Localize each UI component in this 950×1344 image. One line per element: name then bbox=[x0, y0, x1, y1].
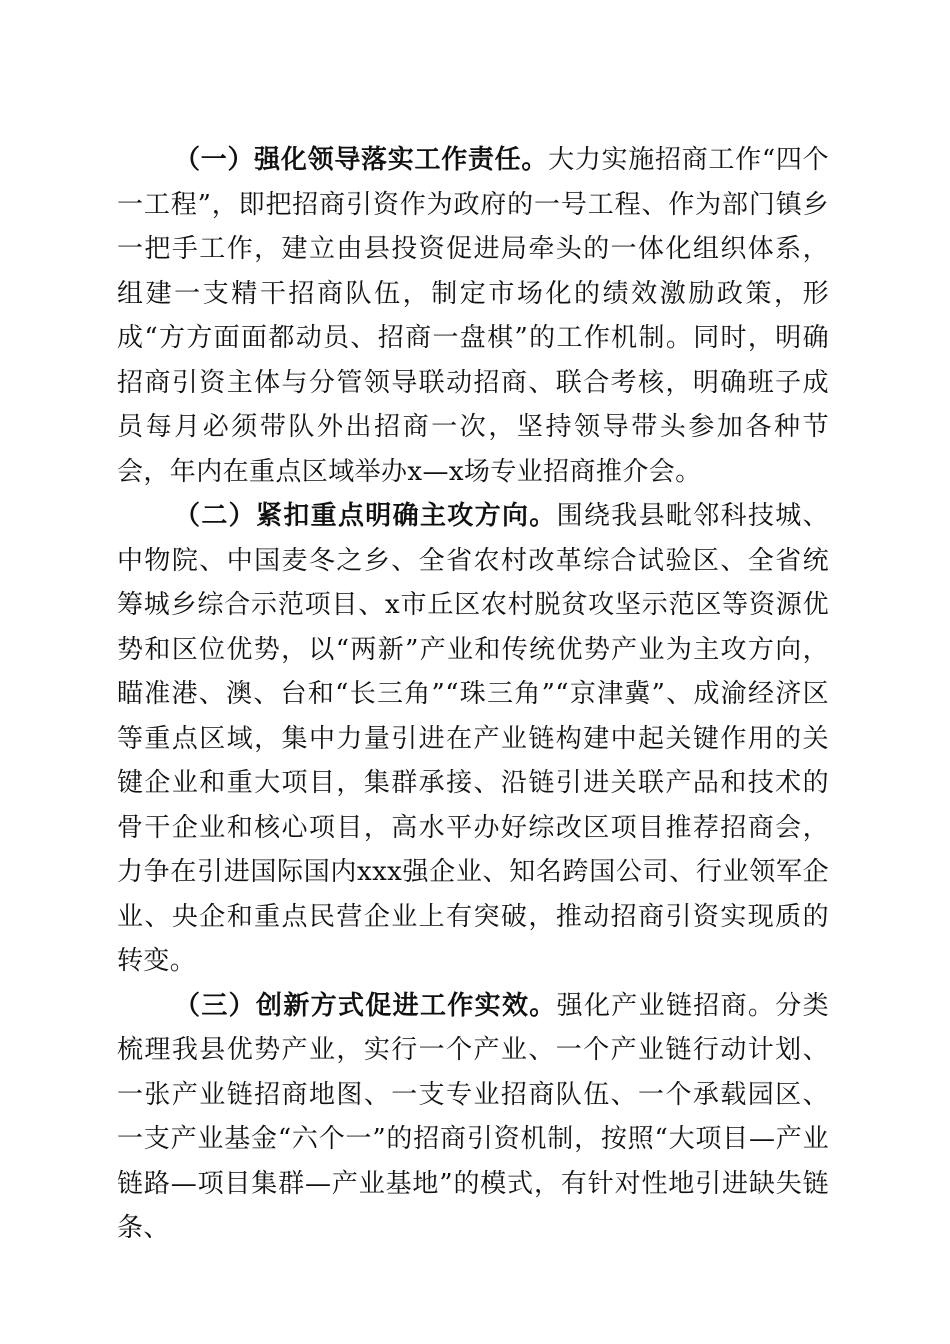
document-body bbox=[117, 138, 829, 1251]
paragraph-3-text: 强化产业链招商。分类梳理我县优势产业，实行一个产业、一个产业链行动计划、一张产业链招商地图、一支专业招商队伍、一个承载园区、一支产业基金“六个一”的招商引资机制，按照“大项目—产业链路—项目集群—产业基地”的模式，有针对性地引进缺失链条、 bbox=[117, 990, 829, 1243]
paragraph-2-heading: （二）紧扣重点明确主攻方向。 bbox=[174, 501, 557, 531]
paragraph-2-text: 围绕我县毗邻科技城、中物院、中国麦冬之乡、全省农村改革综合试验区、全省统筹城乡综合示范项目、x市丘区农村脱贫攻坚示范区等资源优势和区位优势，以“两新”产业和传统优势产业为主攻方向，瞄准港、澳、台和“长三角”“珠三角”“京津冀”、成渝经济区等重点区域，集中力量引进在产业链构建中起关键作用的关键企业和重大项目，集群承接、沿链引进关联产品和技术的骨干企业和核心项目，高水平办好综改区项目推荐招商会，力争在引进国际国内xxx强企业、知名跨国公司、行业领军企业、央企和重点民营企业上有突破，推动招商引资实现质的转变。 bbox=[117, 501, 829, 976]
paragraph-1-text: 大力实施招商工作“四个一工程”，即把招商引资作为政府的一号工程、作为部门镇乡一把手工作，建立由县投资促进局牵头的一体化组织体系，组建一支精干招商队伍，制定市场化的绩效激励政策，形成“方方面面都动员、招商一盘棋”的工作机制。同时，明确招商引资主体与分管领导联动招商、联合考核，明确班子成员每月必须带队外出招商一次，坚持领导带头参加各种节会，年内在重点区域举办x—x场专业招商推介会。 bbox=[117, 145, 829, 487]
paragraph-3-heading: （三）创新方式促进工作实效。 bbox=[174, 990, 557, 1021]
paragraph-2 bbox=[117, 494, 829, 984]
paragraph-3 bbox=[117, 984, 829, 1251]
paragraph-1 bbox=[117, 138, 829, 494]
paragraph-1-heading: （一）强化领导落实工作责任。 bbox=[174, 145, 549, 175]
